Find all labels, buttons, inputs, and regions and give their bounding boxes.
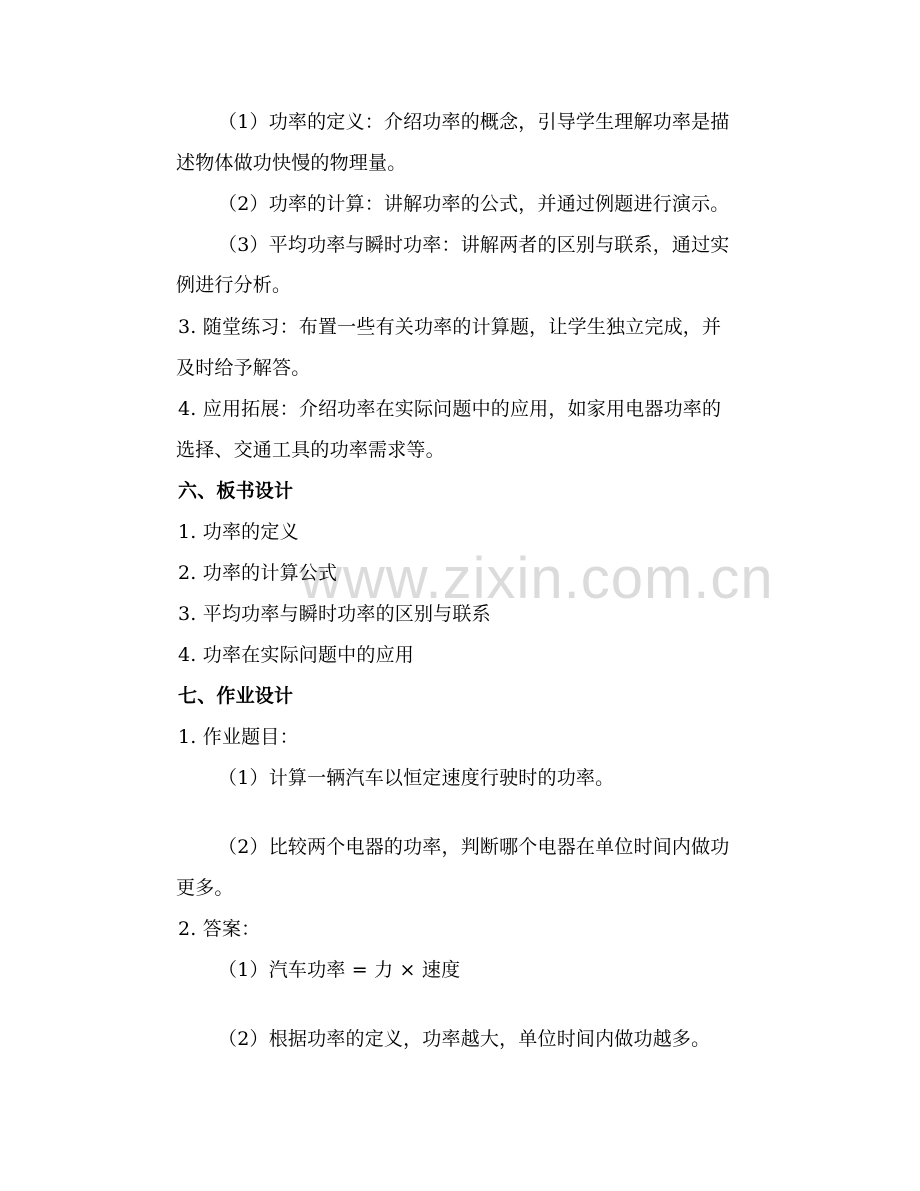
list-item: 2. 答案： bbox=[178, 918, 261, 940]
paragraph-line: 例进行分析。 bbox=[176, 274, 292, 296]
list-item: 4. 功率在实际问题中的应用 bbox=[178, 644, 414, 666]
paragraph-line: （2）比较两个电器的功率，判断哪个电器在单位时间内做功 bbox=[218, 836, 730, 858]
paragraph-line: （2）根据功率的定义，功率越大，单位时间内做功越多。 bbox=[218, 1028, 711, 1050]
paragraph-line: （1）汽车功率 = 力 × 速度 bbox=[218, 959, 461, 981]
list-item: 3. 平均功率与瞬时功率的区别与联系 bbox=[178, 603, 491, 625]
section-heading-homework-design: 七、作业设计 bbox=[178, 685, 294, 707]
paragraph-line: 4. 应用拓展：介绍功率在实际问题中的应用，如家用电器功率的 bbox=[178, 398, 722, 420]
paragraph-line: 3. 随堂练习：布置一些有关功率的计算题，让学生独立完成，并 bbox=[178, 316, 722, 338]
paragraph-line: 更多。 bbox=[176, 877, 234, 899]
paragraph-line: 选择、交通工具的功率需求等。 bbox=[176, 439, 445, 461]
paragraph-line: 及时给予解答。 bbox=[176, 357, 311, 379]
paragraph-line: （3）平均功率与瞬时功率：讲解两者的区别与联系，通过实 bbox=[218, 234, 730, 256]
list-item: 1. 功率的定义 bbox=[178, 521, 299, 543]
watermark: www.zixin.com.cn bbox=[300, 546, 774, 611]
paragraph-line: （2）功率的计算：讲解功率的公式，并通过例题进行演示。 bbox=[218, 193, 730, 215]
section-heading-board-design: 六、板书设计 bbox=[178, 480, 294, 502]
paragraph-line: 述物体做功快慢的物理量。 bbox=[176, 152, 407, 174]
list-item: 2. 功率的计算公式 bbox=[178, 562, 338, 584]
paragraph-line: （1）计算一辆汽车以恒定速度行驶时的功率。 bbox=[218, 767, 615, 789]
paragraph-line: （1）功率的定义：介绍功率的概念，引导学生理解功率是描 bbox=[218, 111, 730, 133]
list-item: 1. 作业题目： bbox=[178, 726, 299, 748]
